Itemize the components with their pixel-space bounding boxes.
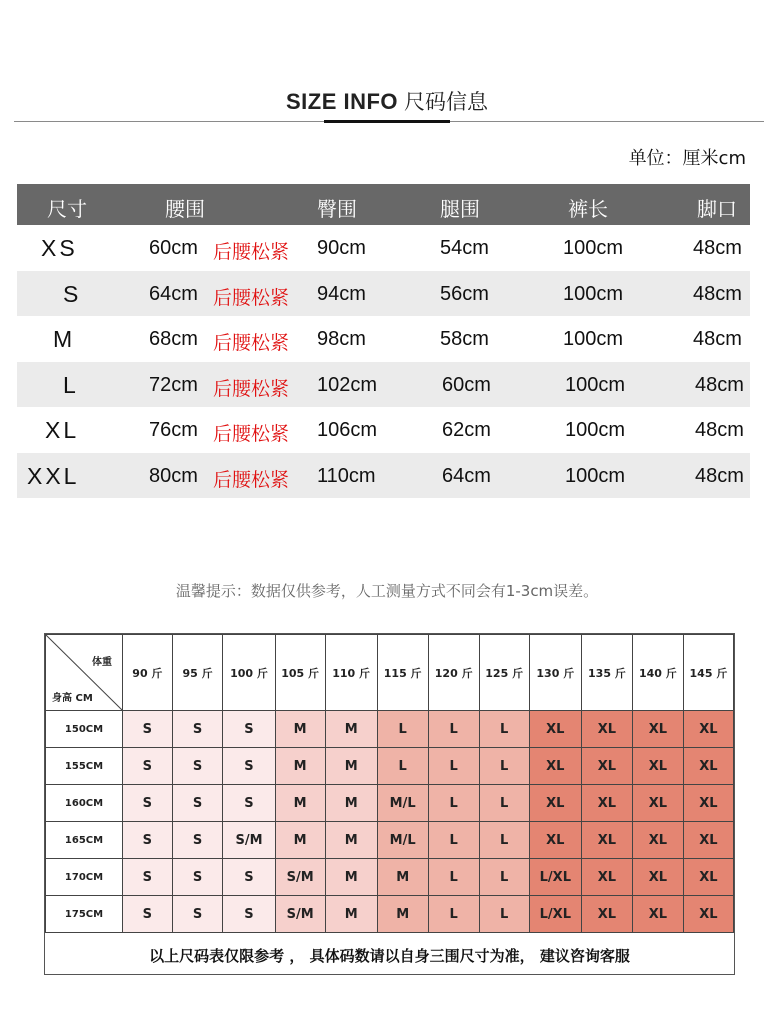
size-row bbox=[17, 225, 750, 271]
size-cell: XL bbox=[581, 822, 632, 859]
weight-header: 125 斤 bbox=[479, 635, 529, 711]
height-label: 175CM bbox=[46, 896, 123, 933]
cell-note: 后腰松紧 bbox=[213, 241, 290, 263]
cell-waist: 68cm bbox=[149, 328, 198, 350]
cell-size: XS bbox=[41, 235, 78, 261]
grid-row bbox=[46, 785, 734, 822]
size-cell: S/M bbox=[275, 896, 325, 933]
size-cell: XL bbox=[683, 748, 733, 785]
size-cell: XL bbox=[632, 748, 683, 785]
size-row bbox=[17, 316, 750, 362]
height-label: 170CM bbox=[46, 859, 123, 896]
size-cell: XL bbox=[683, 711, 733, 748]
title-zh: 尺码信息 bbox=[404, 90, 489, 114]
size-table bbox=[17, 184, 750, 498]
size-cell: XL bbox=[581, 785, 632, 822]
size-cell: S bbox=[123, 822, 173, 859]
cell-waist: 76cm bbox=[149, 419, 198, 441]
size-cell: XL bbox=[632, 822, 683, 859]
size-cell: S bbox=[172, 711, 223, 748]
corner-height-label: 身高 CM bbox=[52, 693, 93, 704]
size-cell: XL bbox=[529, 711, 581, 748]
size-row bbox=[17, 362, 750, 408]
cell-hem: 48cm bbox=[695, 464, 744, 487]
cell-length: 100cm bbox=[563, 282, 624, 305]
cell-note: 后腰松紧 bbox=[213, 286, 290, 309]
weight-height-grid bbox=[44, 633, 735, 975]
cell-hem: 48cm bbox=[695, 419, 744, 441]
weight-header: 100 斤 bbox=[223, 635, 275, 711]
cell-hem: 48cm bbox=[693, 328, 742, 350]
size-cell: L bbox=[428, 822, 479, 859]
size-cell: S bbox=[223, 896, 275, 933]
size-cell: XL bbox=[632, 711, 683, 748]
size-cell: XL bbox=[581, 748, 632, 785]
grid-row bbox=[46, 859, 734, 896]
size-cell: S bbox=[223, 748, 275, 785]
size-cell: XL bbox=[581, 711, 632, 748]
cell-note: 后腰松紧 bbox=[213, 468, 290, 491]
size-cell: M/L bbox=[377, 785, 428, 822]
size-row bbox=[17, 453, 750, 499]
size-cell: S bbox=[223, 785, 275, 822]
size-cell: M bbox=[275, 822, 325, 859]
grid-row bbox=[46, 711, 734, 748]
cell-length: 100cm bbox=[563, 237, 624, 259]
weight-header: 115 斤 bbox=[377, 635, 428, 711]
cell-hip: 98cm bbox=[317, 328, 366, 350]
size-cell: L bbox=[479, 859, 529, 896]
grid-row bbox=[46, 822, 734, 859]
cell-hip: 102cm bbox=[317, 373, 378, 396]
cell-size: L bbox=[63, 371, 79, 398]
cell-hip: 90cm bbox=[317, 237, 366, 259]
size-cell: XL bbox=[683, 859, 733, 896]
size-cell: M bbox=[377, 859, 428, 896]
size-cell: M bbox=[377, 896, 428, 933]
header-hip: 臀围 bbox=[317, 197, 357, 221]
size-cell: XL bbox=[529, 822, 581, 859]
size-cell: S/M bbox=[275, 859, 325, 896]
cell-thigh: 60cm bbox=[442, 373, 491, 396]
size-cell: L bbox=[428, 896, 479, 933]
size-row bbox=[17, 407, 750, 453]
size-cell: S bbox=[123, 785, 173, 822]
size-cell: S bbox=[123, 859, 173, 896]
weight-header: 105 斤 bbox=[275, 635, 325, 711]
size-cell: M bbox=[325, 859, 377, 896]
size-table-header bbox=[17, 184, 750, 225]
size-cell: M bbox=[275, 711, 325, 748]
size-cell: S bbox=[172, 859, 223, 896]
size-cell: L bbox=[479, 822, 529, 859]
weight-header: 130 斤 bbox=[529, 635, 581, 711]
cell-note: 后腰松紧 bbox=[213, 423, 290, 445]
weight-header: 135 斤 bbox=[581, 635, 632, 711]
size-cell: M bbox=[275, 785, 325, 822]
cell-thigh: 62cm bbox=[442, 419, 491, 441]
cell-waist: 64cm bbox=[149, 282, 198, 305]
size-cell: L bbox=[428, 711, 479, 748]
size-cell: M bbox=[325, 896, 377, 933]
cell-thigh: 64cm bbox=[442, 464, 491, 487]
size-cell: S bbox=[172, 896, 223, 933]
size-cell: L bbox=[479, 896, 529, 933]
header-thigh: 腿围 bbox=[440, 197, 480, 221]
cell-hip: 106cm bbox=[317, 419, 378, 441]
weight-header: 110 斤 bbox=[325, 635, 377, 711]
size-cell: L bbox=[479, 785, 529, 822]
page-title bbox=[0, 86, 774, 116]
cell-hem: 48cm bbox=[693, 282, 742, 305]
weight-header: 140 斤 bbox=[632, 635, 683, 711]
unit-label: 单位：厘米cm bbox=[628, 148, 746, 169]
size-cell: XL bbox=[683, 896, 733, 933]
cell-size: XL bbox=[45, 417, 80, 443]
title-underline bbox=[324, 120, 450, 123]
cell-size: M bbox=[53, 326, 76, 352]
cell-hem: 48cm bbox=[695, 373, 744, 396]
size-cell: L bbox=[428, 785, 479, 822]
size-cell: L bbox=[428, 859, 479, 896]
weight-header: 95 斤 bbox=[172, 635, 223, 711]
size-cell: XL bbox=[529, 748, 581, 785]
size-cell: XL bbox=[632, 785, 683, 822]
size-row bbox=[17, 271, 750, 317]
header-length: 裤长 bbox=[568, 197, 608, 221]
size-cell: M bbox=[325, 748, 377, 785]
size-cell: XL bbox=[632, 859, 683, 896]
cell-thigh: 54cm bbox=[440, 237, 489, 259]
size-cell: S bbox=[172, 785, 223, 822]
cell-waist: 72cm bbox=[149, 373, 198, 396]
grid-row bbox=[46, 748, 734, 785]
height-label: 160CM bbox=[46, 785, 123, 822]
size-cell: S/M bbox=[223, 822, 275, 859]
size-cell: S bbox=[123, 711, 173, 748]
header-waist: 腰围 bbox=[165, 197, 205, 221]
size-cell: M bbox=[325, 711, 377, 748]
grid-corner bbox=[46, 635, 123, 711]
cell-hip: 110cm bbox=[317, 464, 376, 487]
size-cell: XL bbox=[683, 822, 733, 859]
tip-text: 温馨提示：数据仅供参考，人工测量方式不同会有1-3cm误差。 bbox=[175, 582, 599, 600]
size-cell: XL bbox=[529, 785, 581, 822]
size-cell: L bbox=[377, 711, 428, 748]
grid-footer-note: 以上尺码表仅限参考 ， 具体码数请以自身三围尺寸为准， 建议咨询客服 bbox=[149, 947, 630, 965]
cell-note: 后腰松紧 bbox=[213, 332, 290, 354]
title-en: SIZE INFO bbox=[285, 89, 399, 114]
size-cell: M bbox=[325, 785, 377, 822]
cell-thigh: 58cm bbox=[440, 328, 489, 350]
cell-hip: 94cm bbox=[317, 282, 366, 305]
cell-note: 后腰松紧 bbox=[213, 377, 290, 400]
weight-header: 90 斤 bbox=[123, 635, 173, 711]
header-hem: 脚口 bbox=[697, 197, 737, 221]
height-label: 150CM bbox=[46, 711, 123, 748]
corner-weight-label: 体重 bbox=[92, 657, 112, 668]
size-cell: S bbox=[172, 822, 223, 859]
size-cell: S bbox=[223, 859, 275, 896]
size-cell: XL bbox=[581, 896, 632, 933]
size-cell: S bbox=[123, 748, 173, 785]
size-cell: L/XL bbox=[529, 896, 581, 933]
size-cell: M bbox=[275, 748, 325, 785]
cell-hem: 48cm bbox=[693, 237, 742, 259]
size-cell: M/L bbox=[377, 822, 428, 859]
size-cell: S bbox=[223, 711, 275, 748]
cell-thigh: 56cm bbox=[440, 282, 489, 305]
size-cell: S bbox=[123, 896, 173, 933]
weight-header: 120 斤 bbox=[428, 635, 479, 711]
height-label: 165CM bbox=[46, 822, 123, 859]
cell-length: 100cm bbox=[563, 328, 624, 350]
size-cell: XL bbox=[632, 896, 683, 933]
size-cell: L bbox=[479, 748, 529, 785]
cell-length: 100cm bbox=[565, 373, 626, 396]
cell-size: S bbox=[63, 280, 82, 307]
weight-header: 145 斤 bbox=[683, 635, 733, 711]
size-cell: XL bbox=[581, 859, 632, 896]
height-label: 155CM bbox=[46, 748, 123, 785]
size-cell: XL bbox=[683, 785, 733, 822]
size-cell: L bbox=[377, 748, 428, 785]
size-cell: M bbox=[325, 822, 377, 859]
cell-waist: 60cm bbox=[149, 237, 198, 259]
cell-length: 100cm bbox=[565, 464, 626, 487]
grid-row bbox=[46, 896, 734, 933]
cell-length: 100cm bbox=[565, 419, 626, 441]
cell-waist: 80cm bbox=[149, 464, 198, 487]
size-cell: L bbox=[428, 748, 479, 785]
size-cell: S bbox=[172, 748, 223, 785]
cell-size: XXL bbox=[27, 462, 80, 489]
header-size: 尺寸 bbox=[47, 197, 87, 221]
size-cell: L/XL bbox=[529, 859, 581, 896]
size-cell: L bbox=[479, 711, 529, 748]
